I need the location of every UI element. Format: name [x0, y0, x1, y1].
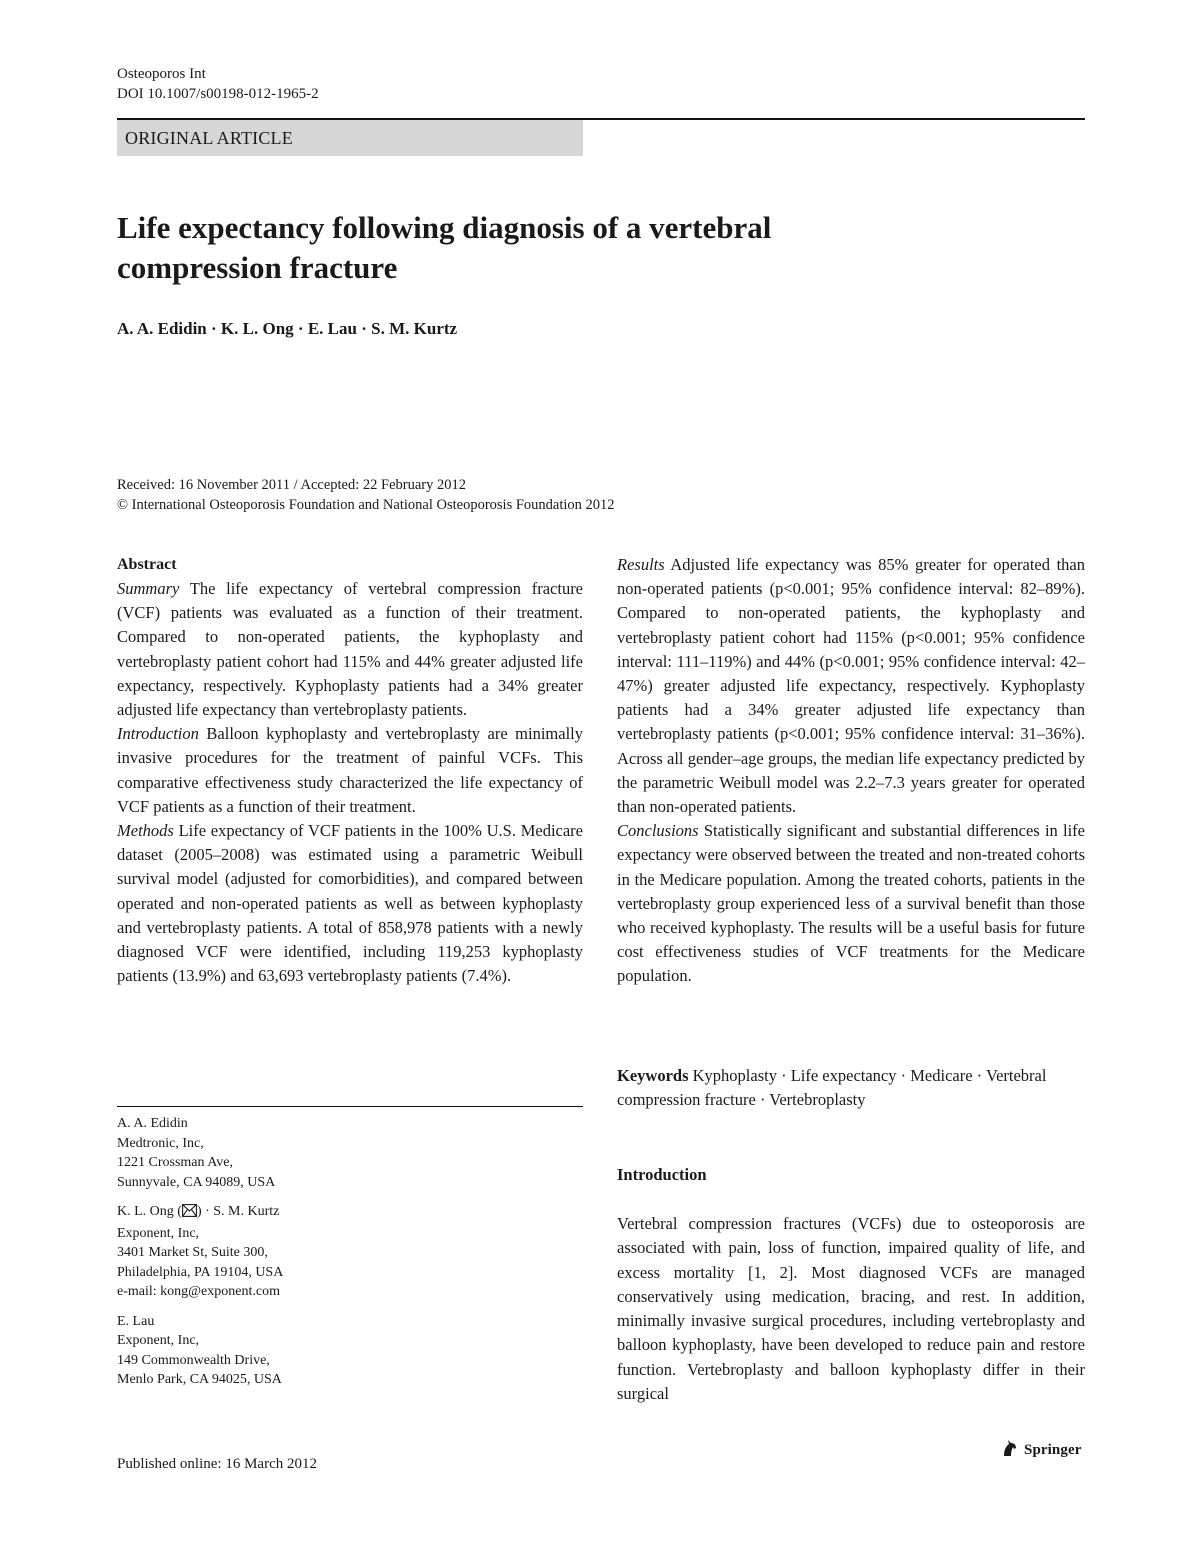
keywords-text: Kyphoplasty · Life expectancy · Medicare · Vertebral compression fracture · Vertebroplasty	[617, 1066, 1047, 1109]
received-accepted: Received: 16 November 2011 / Accepted: 22 February 2012	[117, 477, 466, 493]
introduction-heading: Introduction	[617, 1165, 707, 1184]
abstract-methods	[117, 819, 583, 988]
affiliation-edidin	[117, 1114, 583, 1192]
introduction-label: Introduction	[117, 724, 199, 744]
introduction-text: Balloon kyphoplasty and vertebroplasty are minimally invasive procedures for the treatment of painful VCFs. This comparative effectiveness study characterized the life expectancy of VCF patients as a function of their treatment.	[117, 724, 584, 816]
abstract-conclusions	[617, 819, 1085, 988]
aff-line: 149 Commonwealth Drive,	[117, 1352, 270, 1368]
conclusions-label: Conclusions	[617, 821, 699, 841]
title-line-1: Life expectancy following diagnosis of a vertebral	[117, 210, 772, 245]
author-list: A. A. Edidin · K. L. Ong · E. Lau · S. M. Kurtz	[117, 319, 458, 338]
aff-name-pre: K. L. Ong (	[117, 1204, 182, 1219]
introduction-section	[617, 1212, 1085, 1406]
summary-label: Summary	[117, 579, 180, 598]
results-label: Results	[617, 555, 665, 574]
affiliation-ong-kurtz	[117, 1202, 583, 1302]
abstract-introduction	[117, 722, 583, 819]
conclusions-text: Statistically significant and substantial differences in life expectancy were observed between the treated and non-treated cohorts in the Medicare population. Among the treated cohorts, patients in the vertebroplasty group experienced less of a survival benefit than those who received kyphoplasty. The results will be a useful basis for future cost effectiveness studies of VCF treatments for the Medicare population.	[617, 821, 1085, 986]
aff-line: 1221 Crossman Ave,	[117, 1155, 234, 1170]
abstract-summary	[117, 577, 583, 722]
springer-wordmark: Springer	[1024, 1441, 1082, 1458]
aff-line: A. A. Edidin	[117, 1116, 188, 1131]
abstract-heading: Abstract	[117, 556, 177, 573]
aff-name-post: ) · S. M. Kurtz	[196, 1204, 280, 1219]
introduction-paragraph: Vertebral compression fractures (VCFs) due to osteoporosis are associated with pain, loss of function, impaired quality of life, and excess mortality [1, 2]. Most diagnosed VCFs are managed conservatively using medication, bracing, and rest. In addition, minimally invasive surgical procedures, including vertebroplasty and balloon kyphoplasty, have been developed to reduce pain and restore function. Vertebroplasty and balloon kyphoplasty differ in their surgical	[617, 1214, 1085, 1404]
aff-names	[117, 1202, 583, 1224]
methods-label: Methods	[117, 821, 174, 841]
keywords	[617, 1064, 1085, 1112]
copyright: © International Osteoporosis Foundation and National Osteoporosis Foundation 2012	[117, 497, 615, 513]
aff-line: Medtronic, Inc,	[117, 1135, 204, 1151]
article-type-banner: ORIGINAL ARTICLE	[117, 120, 583, 156]
aff-line: Sunnyvale, CA 94089, USA	[117, 1174, 276, 1190]
aff-line: Menlo Park, CA 94025, USA	[117, 1372, 282, 1387]
springer-logo	[1000, 1438, 1081, 1462]
aff-line: Exponent, Inc,	[117, 1225, 200, 1241]
abstract-right-column	[617, 553, 1085, 989]
abstract-results	[617, 553, 1085, 819]
journal-name: Osteoporos Int	[117, 66, 206, 82]
aff-line: Philadelphia, PA 19104, USA	[117, 1264, 284, 1280]
aff-line: 3401 Market St, Suite 300,	[117, 1245, 268, 1260]
published-online: Published online: 16 March 2012	[117, 1456, 317, 1472]
keywords-label: Keywords	[617, 1066, 689, 1085]
results-text: Adjusted life expectancy was 85% greater for operated than non-operated patients (p<0.001; 95% confidence interval: 82–89%). Compared to non-operated patients, the kyphoplasty and vertebroplasty patient cohort had 115% (p<0.001; 95% confidence interval: 111–119%) and 44% (p<0.001; 95% confidence interval: 42–47%) greater adjusted life expectancy, respectively. Kyphoplasty patients had a 34% greater adjusted life expectancy than vertebroplasty patients (p<0.001; 95% confidence interval: 31–36%). Across all gender–age groups, the median life expectancy predicted by the parametric Weibull model was 2.2–7.3 years greater for operated than non-operated patients.	[617, 555, 1085, 817]
methods-text: Life expectancy of VCF patients in the 100% U.S. Medicare dataset (2005–2008) was estimated using a parametric Weibull survival model (adjusted for comorbidities), and compared between operated and non-operated patients as well as between kyphoplasty and vertebroplasty patients. A total of 858,978 patients with a newly diagnosed VCF were identified, including 119,253 kyphoplasty patients (13.9%) and 63,693 vertebroplasty patients (7.4%).	[117, 821, 583, 986]
email-link[interactable]: e-mail: kong@exponent.com	[117, 1284, 280, 1299]
affiliations	[117, 1114, 583, 1400]
affiliation-rule	[117, 1106, 583, 1107]
aff-line: E. Lau	[117, 1313, 155, 1329]
springer-horse-icon	[1000, 1438, 1020, 1463]
doi[interactable]: DOI 10.1007/s00198-012-1965-2	[117, 86, 319, 102]
affiliation-lau	[117, 1312, 583, 1390]
article-dates	[117, 475, 615, 515]
abstract-left-column	[117, 553, 583, 988]
aff-line: Exponent, Inc,	[117, 1333, 200, 1348]
envelope-icon[interactable]	[182, 1204, 197, 1224]
title-line-2: compression fracture	[117, 250, 398, 285]
article-title	[117, 208, 1017, 288]
journal-header	[117, 64, 319, 104]
summary-text: The life expectancy of vertebral compression fracture (VCF) patients was evaluated as a function of their treatment. Compared to non-operated patients, the kyphoplasty and vertebroplasty patient cohort had 115% and 44% greater adjusted life expectancy, respectively. Kyphoplasty patients had a 34% greater adjusted life expectancy than vertebroplasty patients.	[117, 579, 584, 720]
